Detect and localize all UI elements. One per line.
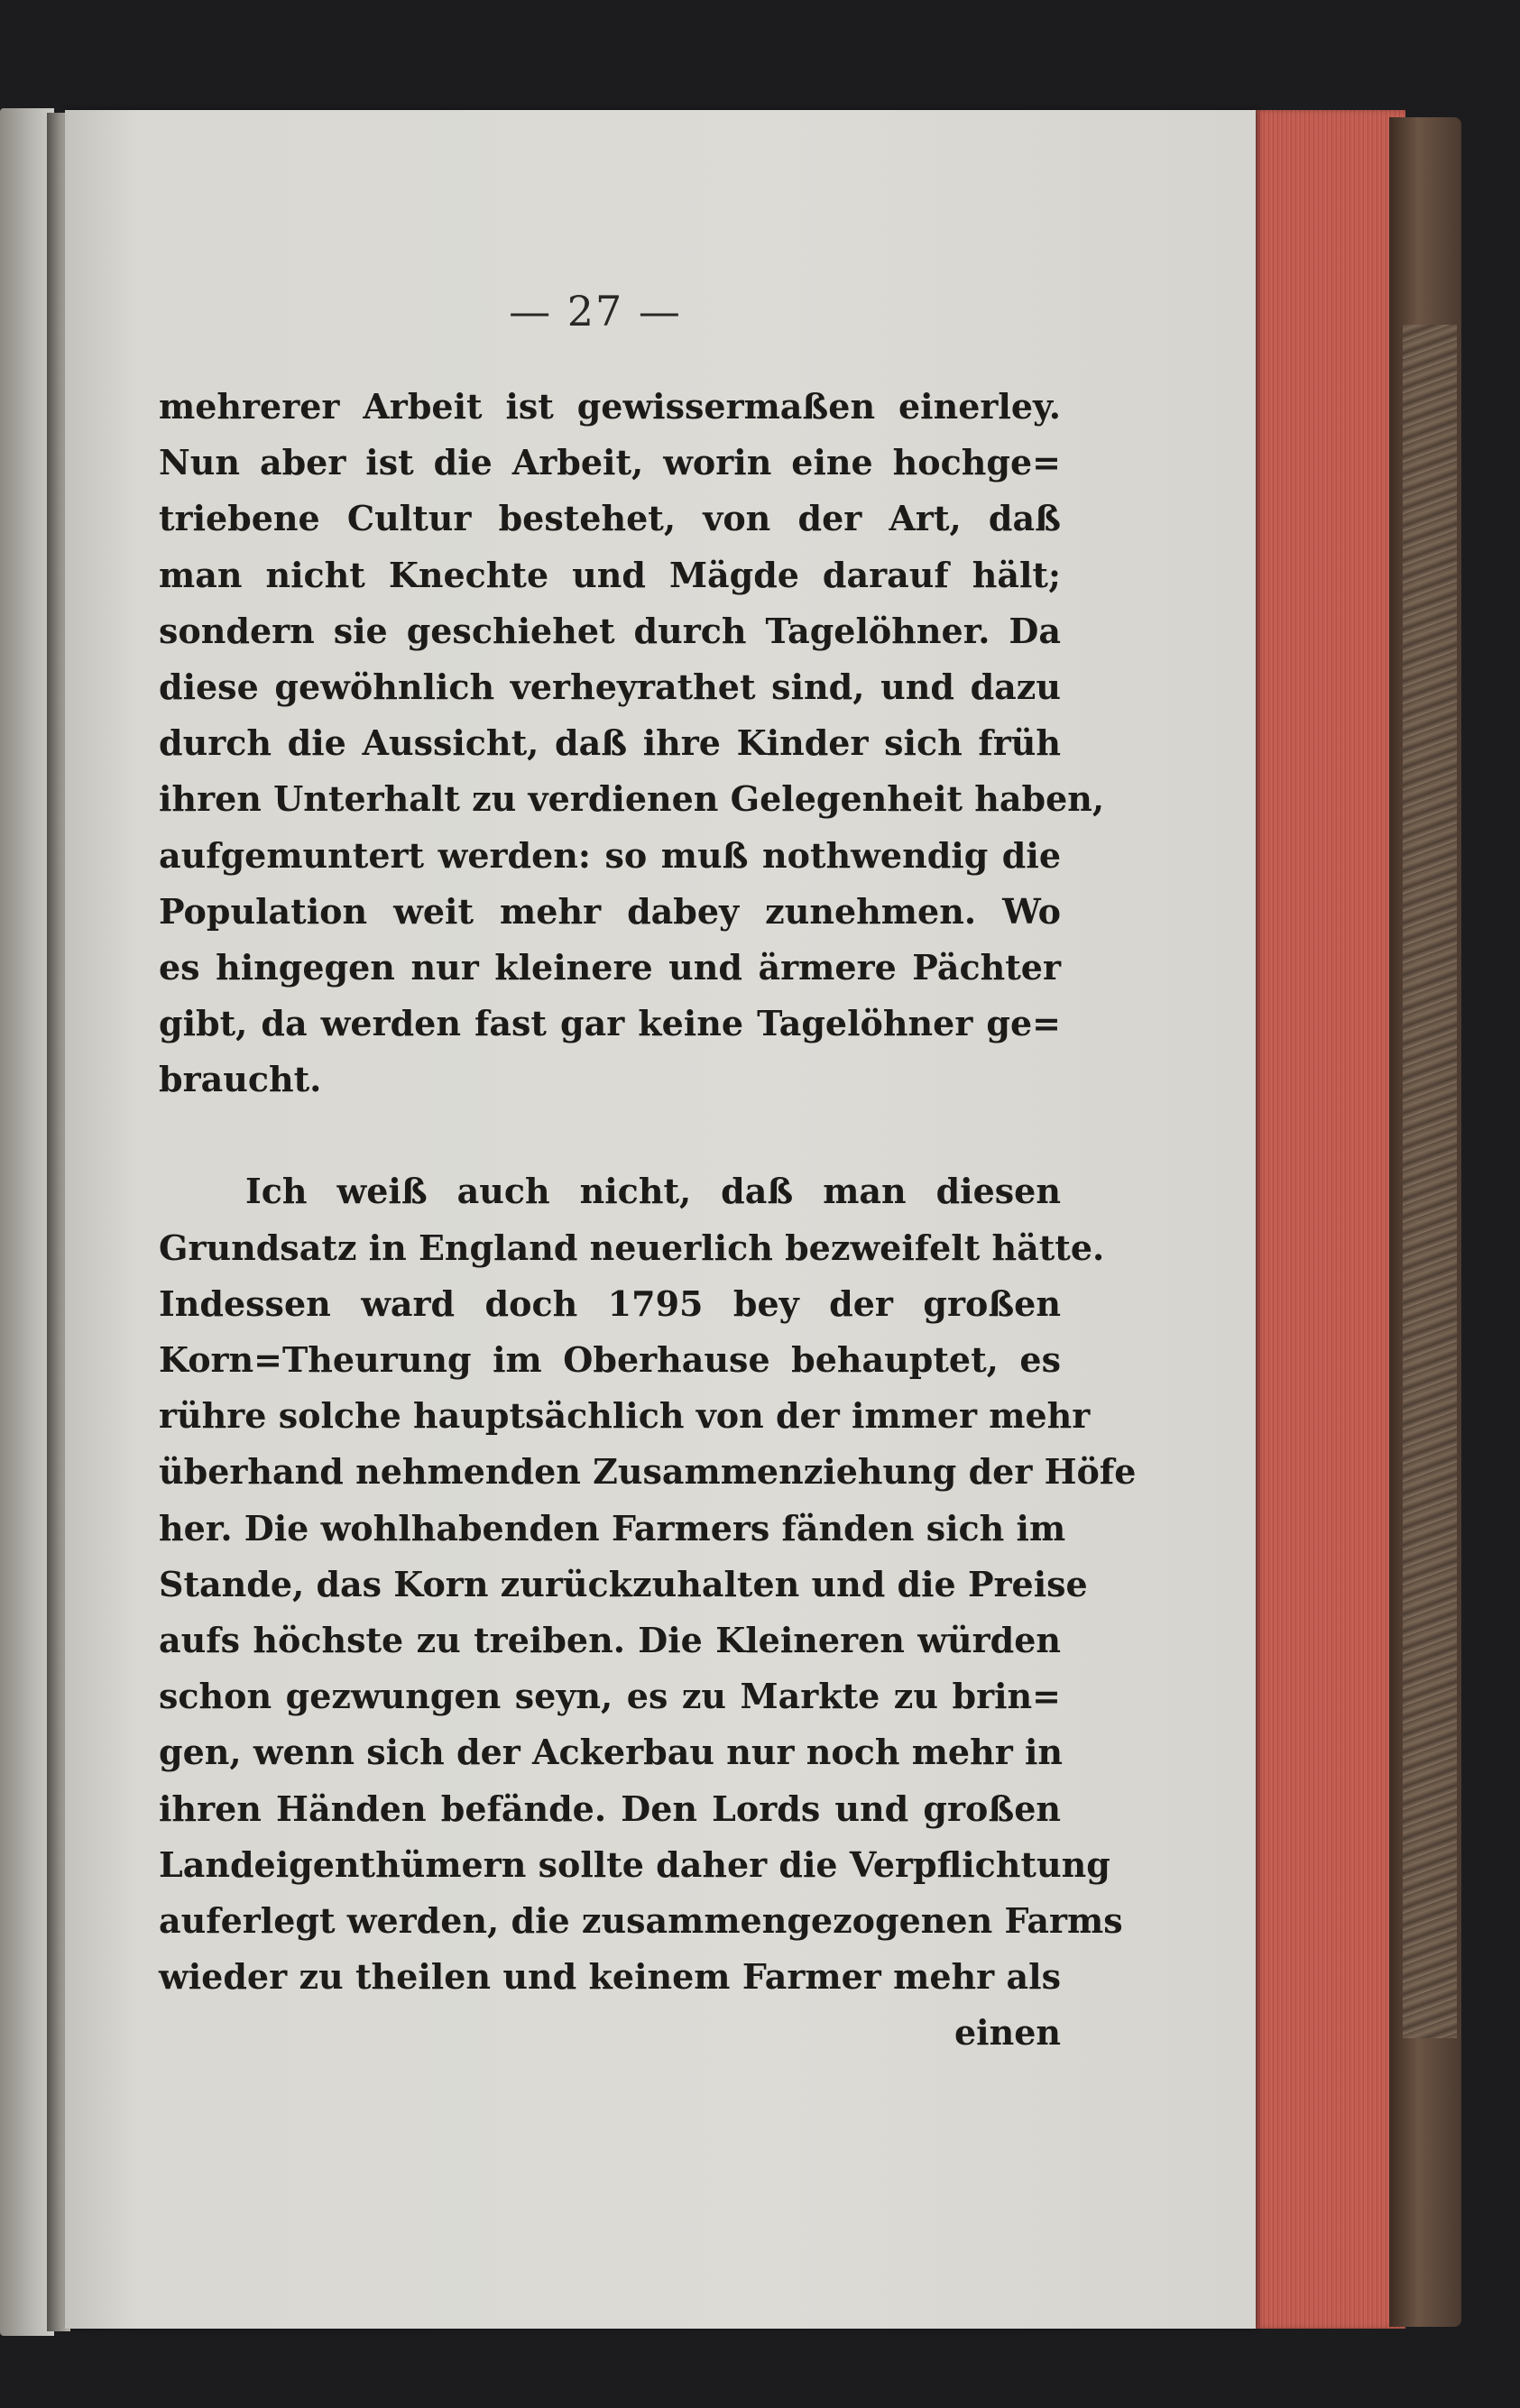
text-line: Population weit mehr dabey zunehmen. Wo — [159, 890, 1061, 932]
text-line: Korn=Theurung im Oberhause behauptet, es — [159, 1339, 1061, 1380]
paragraph-spacing — [159, 1107, 1061, 1163]
previous-page-edge — [0, 108, 54, 2336]
text-line: aufs höchste zu treiben. Die Kleineren würden — [159, 1619, 1061, 1660]
text-line: sondern sie geschiehet durch Tagelöhner. Da — [159, 610, 1061, 651]
text-line: Indessen ward doch 1795 bey der großen — [159, 1282, 1061, 1324]
text-line: diese gewöhnlich verheyrathet sind, und dazu — [159, 666, 1061, 707]
page-number: — 27 — — [509, 287, 682, 335]
text-line: her. Die wohlhabenden Farmers fänden sich im — [159, 1507, 1066, 1549]
paragraph-1 — [159, 379, 1105, 1107]
text-line: aufgemuntert werden: so muß nothwendig die — [159, 834, 1061, 876]
text-line: Ich weiß auch nicht, daß man diesen — [245, 1171, 1061, 1212]
text-line: es hingegen nur kleinere und ärmere Pächter — [159, 946, 1061, 988]
text-line: rühre solche hauptsächlich von der immer mehr — [159, 1395, 1091, 1437]
text-line: Grundsatz in England neuerlich bezweifelt hätte. — [159, 1227, 1105, 1268]
text-line: braucht. — [159, 1059, 322, 1100]
text-line: gibt, da werden fast gar keine Tagelöhner ge= — [159, 1003, 1061, 1044]
paragraph-2 — [159, 1163, 1137, 2005]
page-text — [159, 379, 1137, 2061]
text-line: schon gezwungen seyn, es zu Markte zu brin= — [159, 1676, 1061, 1717]
text-line: gen, wenn sich der Ackerbau nur noch mehr in — [159, 1732, 1064, 1773]
text-line: ihren Unterhalt zu verdienen Gelegenheit haben, — [159, 778, 1105, 820]
text-line: man nicht Knechte und Mägde darauf hält; — [159, 554, 1061, 595]
text-line: ihren Händen befände. Den Lords und großen — [159, 1788, 1061, 1829]
catchword: einen — [953, 2012, 1061, 2054]
text-line: Nun aber ist die Arbeit, worin eine hochge= — [159, 442, 1061, 483]
marbled-cover-pattern — [1403, 325, 1457, 2038]
text-line: auferlegt werden, die zusammengezogenen Farms — [159, 1899, 1123, 1941]
text-line: Landeigenthümern sollte daher die Verpflichtung — [159, 1843, 1110, 1885]
text-line: wieder zu theilen und keinem Farmer mehr als — [159, 1956, 1061, 1998]
text-line: überhand nehmenden Zusammenziehung der Höfe — [159, 1451, 1137, 1493]
text-line: durch die Aussicht, daß ihre Kinder sich früh — [159, 722, 1061, 764]
text-line: Stande, das Korn zurückzuhalten und die Preise — [159, 1563, 1088, 1604]
red-page-edges — [1252, 110, 1405, 2329]
text-line: mehrerer Arbeit ist gewissermaßen einerley. — [159, 386, 1061, 427]
text-line: triebene Cultur bestehet, von der Art, daß — [159, 498, 1061, 539]
